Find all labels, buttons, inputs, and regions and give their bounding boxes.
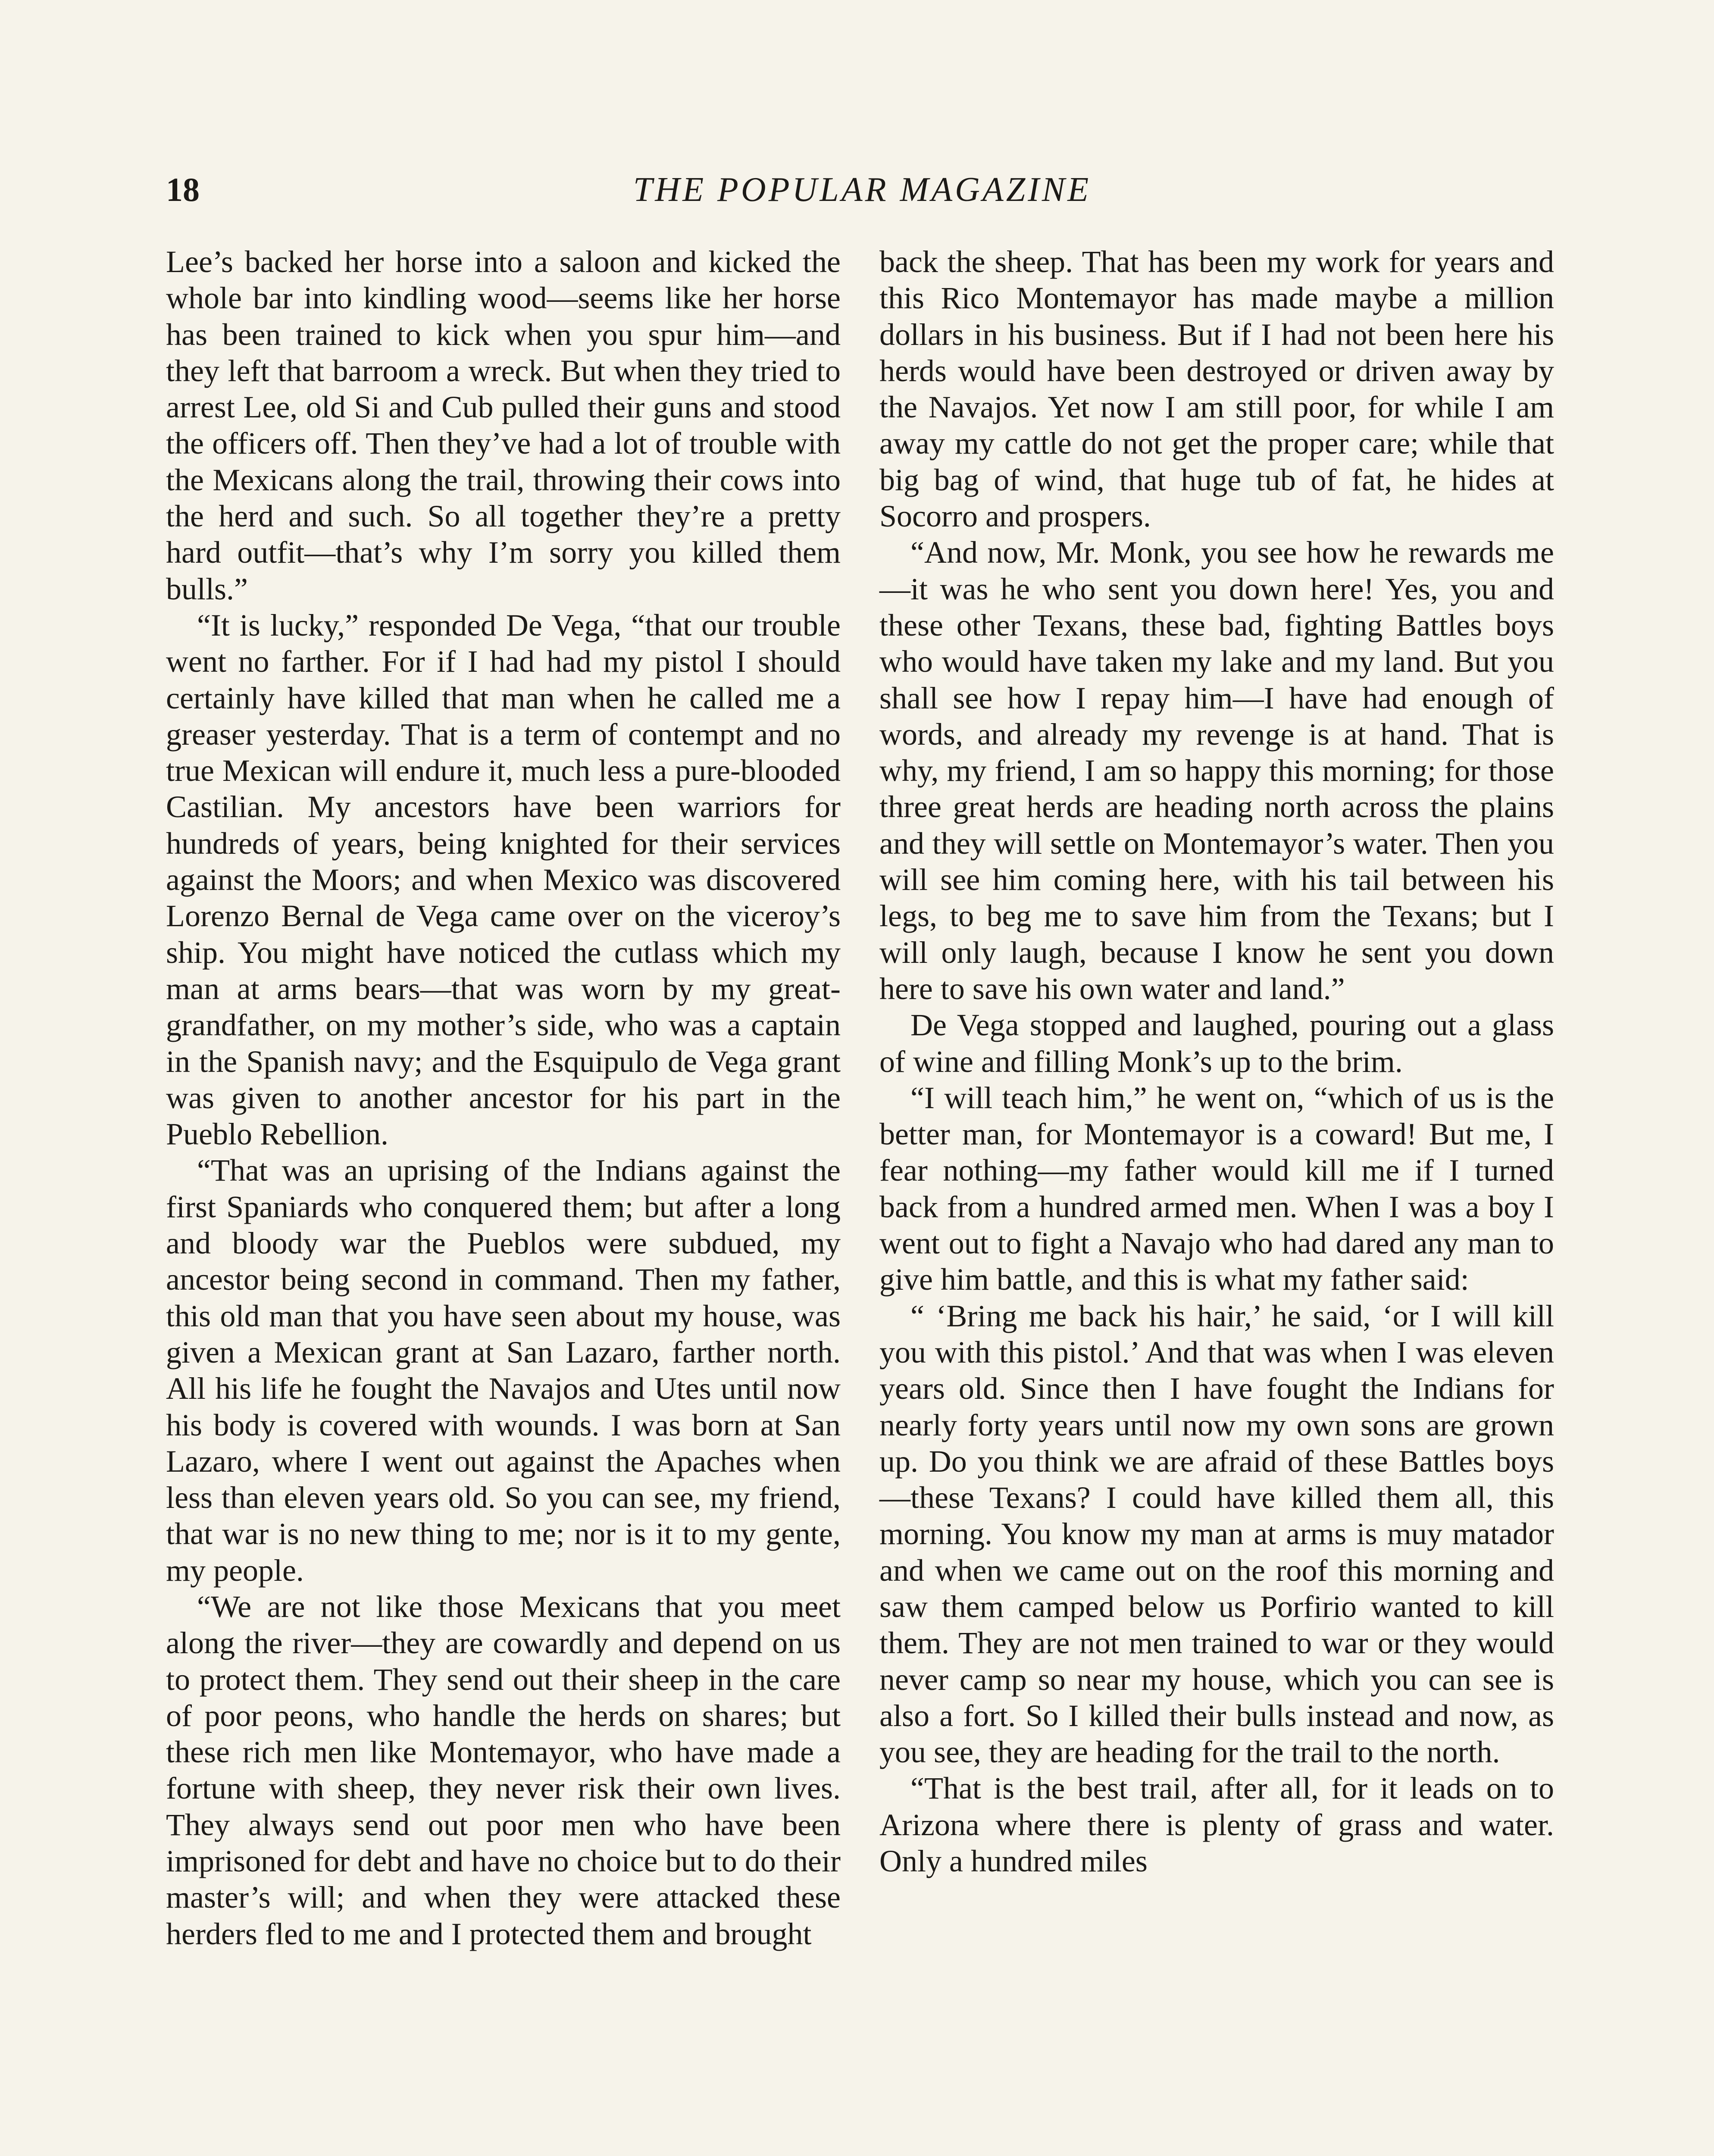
paragraph: Lee’s backed her horse into a saloon and kicked the whole bar into kindling wood—seems like her horse has been trained to kick when you spur him—and they left that barroom a wreck. But when they tried to arrest Lee, old Si and Cub pulled their guns and stood the officers off. Then they’ve had a lot of trouble with the Mexicans along the trail, throwing their cows into the herd and such. So all together they’re a pretty hard outfit—that’s why I’m sorry you killed them bulls.” — [166, 244, 841, 606]
paragraph: “We are not like those Mexicans that you meet along the river—they are cowardly and depend on us to protect them. They send out their sheep in the care of poor peons, who handle the herds on shares; but these rich men like Montemayor, who have made a fortune with sheep, they never risk their own lives. They always send out poor men who have been imprisoned for debt and have no choice but to do their master’s will; and when they were attacked these herders fled to me and I protected them and brought — [166, 1589, 841, 1951]
paragraph: “That was an uprising of the Indians against the first Spaniards who conquered them; but after a long and bloody war the Pueblos were subdued, my ancestor being second in command. Then my father, this old man that you have seen about my house, was given a Mexican grant at San Lazaro, farther north. All his life he fought the Navajos and Utes until now his body is covered with wounds. I was born at San Lazaro, where I went out against the Apaches when less than eleven years old. So you can see, my friend, that war is no new thing to me; nor is it to my gente, my people. — [166, 1153, 841, 1588]
paragraph: “And now, Mr. Monk, you see how he rewards me—it was he who sent you down here! Yes, you and these other Texans, these bad, fighting Battles boys who would have taken my lake and my land. But you shall see how I repay him—I have had enough of words, and already my revenge is at hand. That is why, my friend, I am so happy this morning; for those three great herds are heading north across the plains and they will settle on Montemayor’s water. Then you will see him coming here, with his tail between his legs, to beg me to save him from the Texans; but I will only laugh, because I know he sent you down here to save his own water and land.” — [879, 535, 1554, 1006]
page-number: 18 — [166, 171, 200, 208]
paragraph: “I will teach him,” he went on, “which of us is the better man, for Montemayor is a coward! But me, I fear nothing—my father would kill me if I turned back from a hundred armed men. When I was a boy I went out to fight a Navajo who had dared any man to give him battle, and this is what my father said: — [879, 1080, 1554, 1297]
right-column — [879, 244, 1554, 1879]
paragraph: “It is lucky,” responded De Vega, “that our trouble went no farther. For if I had had my pistol I should certainly have killed that man when he called me a greaser yesterday. That is a term of contempt and no true Mexican will endure it, much less a pure-blooded Castilian. My ancestors have been warriors for hundreds of years, being knighted for their services against the Moors; and when Mexico was discovered Lorenzo Bernal de Vega came over on the viceroy’s ship. You might have noticed the cutlass which my man at arms bears—that was worn by my great-grandfather, on my mother’s side, who was a captain in the Spanish navy; and the Esquipulo de Vega grant was given to another ancestor for his part in the Pueblo Rebellion. — [166, 608, 841, 1152]
left-column — [166, 244, 841, 1952]
running-title: THE POPULAR MAGAZINE — [633, 171, 1092, 209]
paragraph: De Vega stopped and laughed, pouring out a glass of wine and filling Monk’s up to the brim. — [879, 1008, 1554, 1079]
page-header — [166, 170, 1558, 218]
paragraph: “ ‘Bring me back his hair,’ he said, ‘or I will kill you with this pistol.’ And that was when I was eleven years old. Since then I have fought the Indians for nearly forty years until now my own sons are grown up. Do you think we are afraid of these Battles boys—these Texans? I could have killed them all, this morning. You know my man at arms is muy matador and when we came out on the roof this morning and saw them camped below us Porfirio wanted to kill them. They are not men trained to war or they would never camp so near my house, which you can see is also a fort. So I killed their bulls instead and now, as you see, they are heading for the trail to the north. — [879, 1298, 1554, 1770]
paragraph: back the sheep. That has been my work for years and this Rico Montemayor has made maybe a million dollars in his business. But if I had not been here his herds would have been destroyed or driven away by the Navajos. Yet now I am still poor, for while I am away my cattle do not get the proper care; while that big bag of wind, that huge tub of fat, he hides at Socorro and prospers. — [879, 244, 1554, 534]
paragraph: “That is the best trail, after all, for it leads on to Arizona where there is plenty of grass and water. Only a hundred miles — [879, 1771, 1554, 1879]
